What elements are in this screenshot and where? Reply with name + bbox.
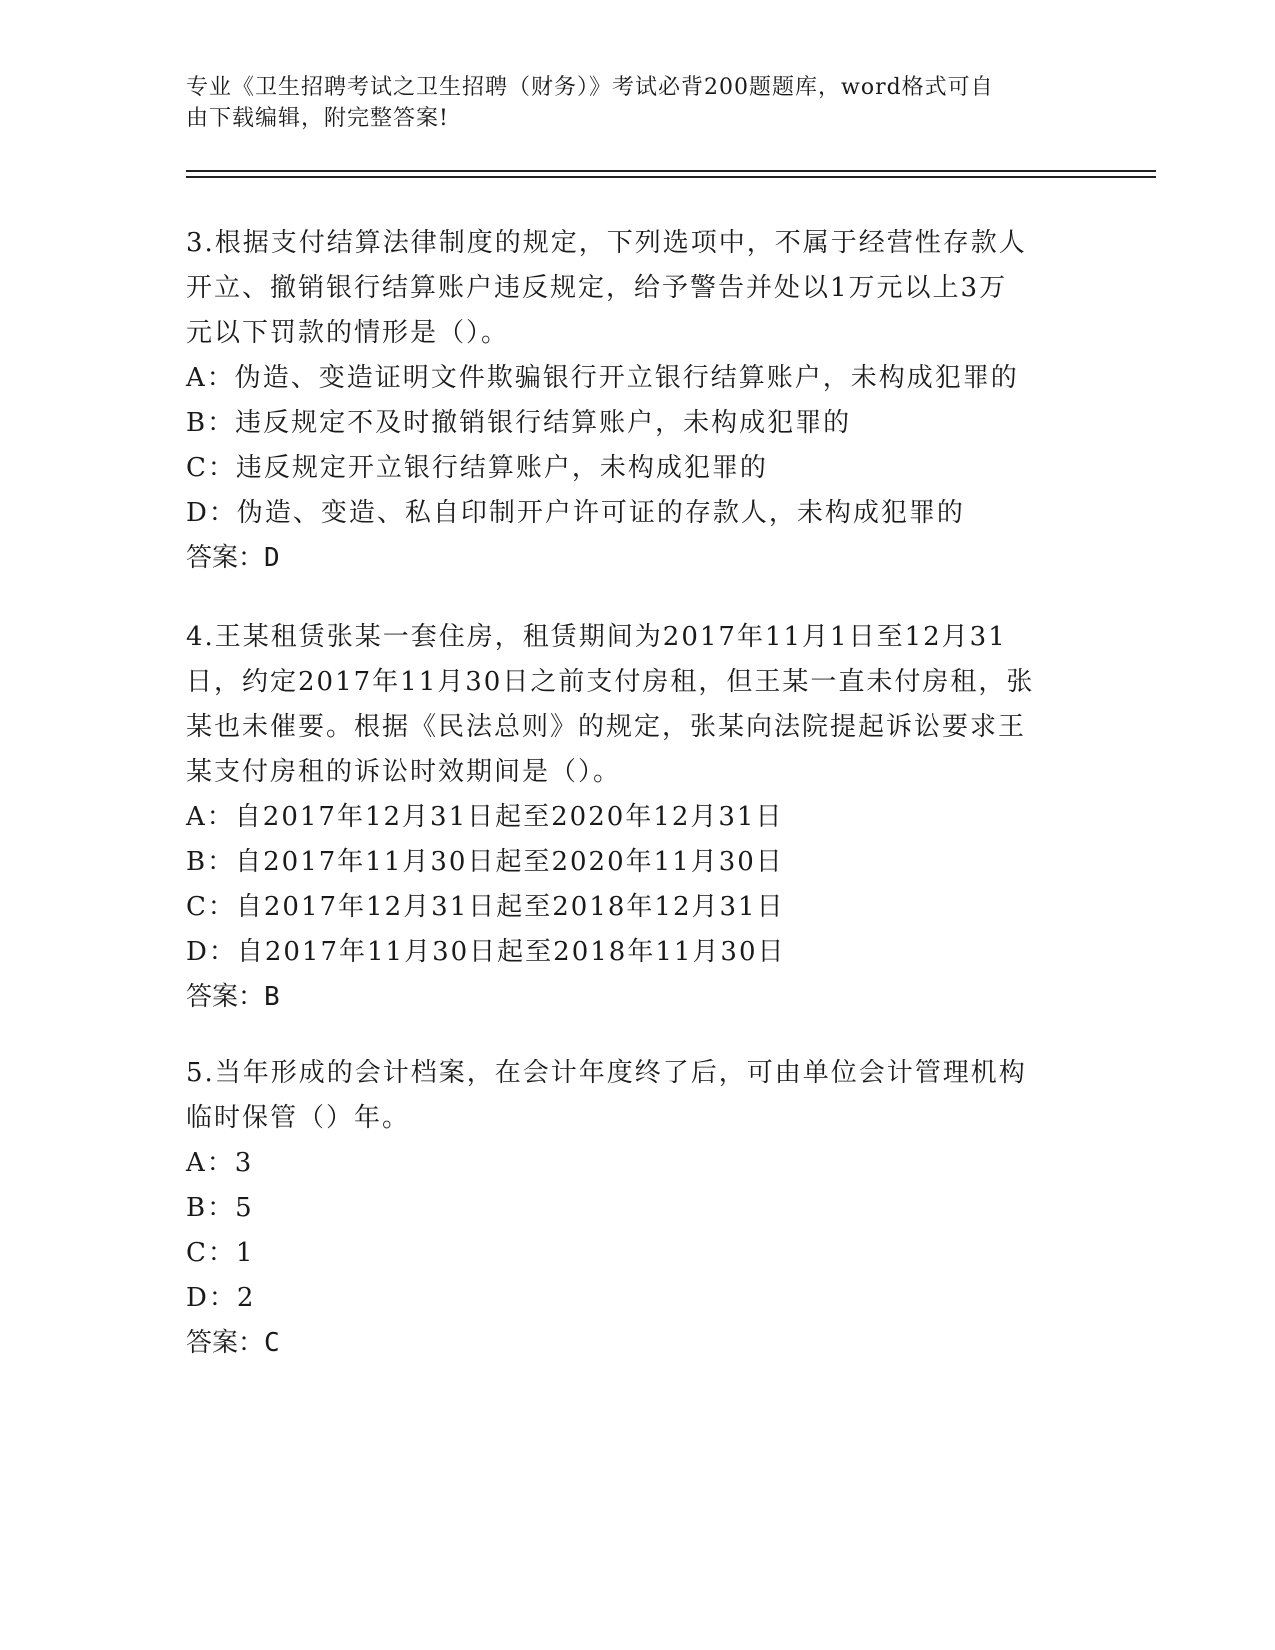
question-stem-line: 某也未催要。根据《民法总则》的规定，张某向法院提起诉讼要求王 (186, 712, 1027, 742)
option-b: B：违反规定不及时撤销银行结算账户，未构成犯罪的 (186, 408, 852, 438)
answer-value: D (264, 543, 280, 573)
header-line-1: 专业《卫生招聘考试之卫生招聘（财务）》考试必背200题题库，word格式可自 (186, 75, 994, 100)
question-stem-line: 4.王某租赁张某一套住房，租赁期间为2017年11月1日至12月31 (186, 622, 1007, 652)
question-4 (186, 615, 1086, 1020)
answer-value: C (264, 1328, 280, 1358)
answer (186, 975, 1086, 1020)
question-stem-line: 日，约定2017年11月30日之前支付房租，但王某一直未付房租，张 (186, 667, 1035, 697)
option-b: B：5 (186, 1193, 254, 1223)
answer-label: 答案： (186, 982, 265, 1012)
answer-value: B (264, 982, 280, 1012)
option-c: C：自2017年12月31日起至2018年12月31日 (186, 892, 785, 922)
answer-label: 答案： (186, 1328, 265, 1358)
document-header (186, 72, 1086, 134)
option-a: A：3 (186, 1148, 254, 1178)
option-a: A：伪造、变造证明文件欺骗银行开立银行结算账户，未构成犯罪的 (186, 363, 1019, 393)
option-d: D：自2017年11月30日起至2018年11月30日 (186, 937, 786, 967)
question-stem-line: 3.根据支付结算法律制度的规定，下列选项中，不属于经营性存款人 (186, 228, 1027, 258)
question-5 (186, 1051, 1086, 1366)
question-stem-line: 开立、撤销银行结算账户违反规定，给予警告并处以1万元以上3万 (186, 273, 1008, 303)
question-stem-line: 5.当年形成的会计档案，在会计年度终了后，可由单位会计管理机构 (186, 1058, 1027, 1088)
answer (186, 1321, 1086, 1366)
question-3 (186, 221, 1086, 581)
question-stem-line: 临时保管（）年。 (186, 1103, 411, 1133)
answer-label: 答案： (186, 543, 265, 573)
header-divider-top (186, 170, 1156, 172)
header-divider-bottom (186, 176, 1156, 178)
question-stem-line: 元以下罚款的情形是（）。 (186, 318, 510, 348)
question-stem-line: 某支付房租的诉讼时效期间是（）。 (186, 757, 622, 787)
option-b: B：自2017年11月30日起至2020年11月30日 (186, 847, 784, 877)
option-d: D：伪造、变造、私自印制开户许可证的存款人，未构成犯罪的 (186, 498, 965, 528)
option-a: A：自2017年12月31日起至2020年12月31日 (186, 802, 784, 832)
option-d: D：2 (186, 1283, 256, 1313)
answer (186, 536, 1086, 581)
option-c: C：1 (186, 1238, 255, 1268)
option-c: C：违反规定开立银行结算账户，未构成犯罪的 (186, 453, 768, 483)
header-line-2: 由下载编辑，附完整答案! (186, 106, 449, 131)
